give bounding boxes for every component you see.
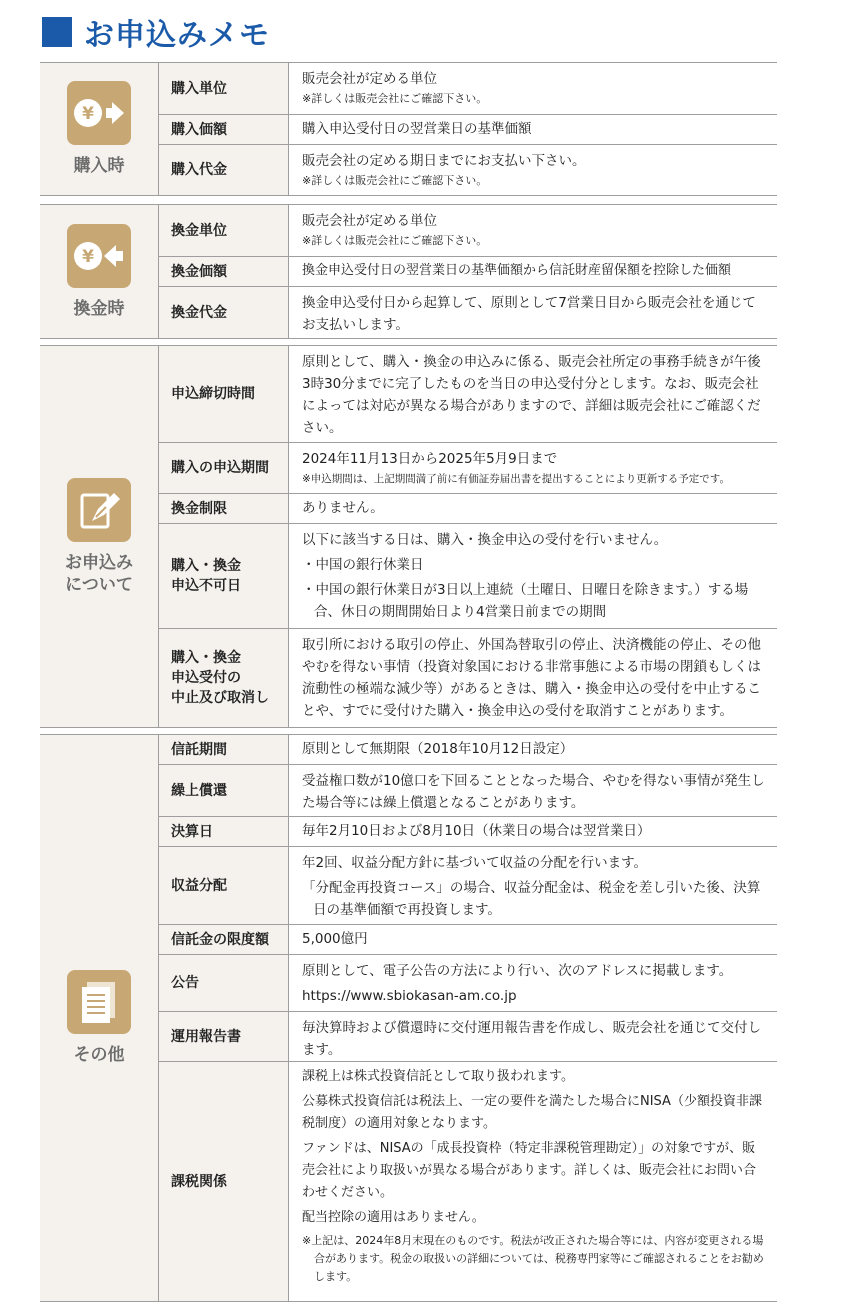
table-row xyxy=(159,955,777,1012)
section-purchase xyxy=(40,62,777,196)
row-label: 購入価額 xyxy=(159,115,289,144)
value-line: 配当控除の適用はありません。 xyxy=(302,1210,485,1225)
value-line: 原則として、電子公告の方法により行い、次のアドレスに掲載します。 xyxy=(302,963,733,979)
svg-text:¥: ¥ xyxy=(82,104,94,124)
table-row xyxy=(159,765,777,817)
row-label: 換金単位 xyxy=(159,205,289,256)
section-application xyxy=(40,345,777,728)
yen-arrow-right-icon xyxy=(67,81,131,145)
table-row xyxy=(159,145,777,195)
category-other xyxy=(40,735,159,1301)
row-label: 繰上償還 xyxy=(159,765,289,816)
value-line: 毎年2月10日および8月10日（休業日の場合は翌営業日） xyxy=(302,823,651,839)
category-label: 換金時 xyxy=(73,298,125,319)
category-label: お申込み について xyxy=(65,552,133,595)
table-row xyxy=(159,443,777,494)
yen-arrow-left-icon xyxy=(67,224,131,288)
category-purchase xyxy=(40,63,159,195)
document-icon xyxy=(67,970,131,1034)
row-label: 換金価額 xyxy=(159,257,289,286)
row-value xyxy=(290,524,777,628)
value-line: 取引所における取引の停止、外国為替取引の停止、決済機能の停止、その他やむを得ない事情（投資対象国における非常事態による市場の閉鎖もしくは流動性の極端な減少等）があるときは、購入・換金申込の受付を中止することや、すでに受付けた購入・換金申込の受付を取消すことがあります。 xyxy=(302,637,761,719)
table-row xyxy=(159,1012,777,1062)
value-line: ファンドは、NISAの「成長投資枠（特定非課税管理勘定）」の対象ですが、販売会社により取扱いが異なる場合があります。詳しくは、販売会社にお問い合わせください。 xyxy=(302,1141,756,1200)
value-line: 「分配金再投資コース」の場合、収益分配金は、税金を差し引いた後、決算日の基準価額で再投資します。 xyxy=(302,880,761,918)
value-line: 2024年11月13日から2025年5月9日まで xyxy=(302,451,558,467)
value-note: ※上記は、2024年8月末現在のものです。税法が改正された場合等には、内容が変更される場合があります。税金の取扱いの詳細については、税務専門家等にご確認されることをお勧めします。 xyxy=(302,1234,764,1283)
category-label: 購入時 xyxy=(73,156,125,176)
row-value xyxy=(290,287,777,338)
value-line: 販売会社が定める単位 xyxy=(302,213,437,229)
value-line: 換金申込受付日から起算して、原則として7営業日目から販売会社を通じてお支払いします。 xyxy=(302,295,756,333)
row-value xyxy=(290,115,777,144)
row-value xyxy=(290,847,777,924)
value-note: ※詳しくは販売会社にご確認下さい。 xyxy=(302,92,488,105)
row-label: 運用報告書 xyxy=(159,1012,289,1061)
table-row xyxy=(159,257,777,287)
svg-text:¥: ¥ xyxy=(82,246,94,267)
value-line: ・中国の銀行休業日 xyxy=(302,557,424,573)
row-value xyxy=(290,925,777,954)
category-redemption xyxy=(40,205,159,338)
row-value xyxy=(290,257,777,286)
value-line: 販売会社が定める単位 xyxy=(302,71,437,87)
table-row xyxy=(159,205,777,257)
value-line: 原則として、購入・換金の申込みに係る、販売会社所定の事務手続きが午後3時30分までに完了したものを当日の申込受付分とします。なお、販売会社によっては対応が異なる場合がありますので、詳細は販売会社にご確認ください。 xyxy=(302,354,761,436)
table-row xyxy=(159,346,777,443)
row-label: 課税関係 xyxy=(159,1062,289,1301)
value-line: 購入申込受付日の翌営業日の基準価額 xyxy=(302,121,532,137)
row-label: 購入の申込期間 xyxy=(159,443,289,493)
value-line: 受益権口数が10億口を下回ることとなった場合、やむを得ない事情が発生した場合等には繰上償還となることがあります。 xyxy=(302,773,765,811)
table-row xyxy=(159,847,777,925)
page-title xyxy=(42,14,270,53)
value-line: 原則として無期限（2018年10月12日設定） xyxy=(302,741,574,757)
row-label: 換金制限 xyxy=(159,494,289,523)
table-row xyxy=(159,63,777,115)
row-value xyxy=(290,443,777,493)
title-marker xyxy=(42,17,72,47)
row-value xyxy=(290,735,777,764)
category-application xyxy=(40,346,159,727)
table-row xyxy=(159,494,777,524)
row-label: 購入単位 xyxy=(159,63,289,114)
row-label: 信託金の限度額 xyxy=(159,925,289,954)
value-line: 以下に該当する日は、購入・換金申込の受付を行いません。 xyxy=(302,532,668,548)
value-line: 年2回、収益分配方針に基づいて収益の分配を行います。 xyxy=(302,855,648,871)
value-line: ・中国の銀行休業日が3日以上連続（土曜日、日曜日を除きます。）する場合、休日の期間開始日より4営業日前までの期間 xyxy=(302,582,749,620)
row-value xyxy=(290,494,777,523)
value-note: ※詳しくは販売会社にご確認下さい。 xyxy=(302,234,488,247)
row-label: 信託期間 xyxy=(159,735,289,764)
table-row xyxy=(159,925,777,955)
row-value xyxy=(290,346,777,442)
section-other xyxy=(40,734,777,1302)
row-value xyxy=(290,145,777,195)
row-value xyxy=(290,765,777,816)
row-value xyxy=(290,629,777,727)
row-value xyxy=(290,1012,777,1061)
row-label: 申込締切時間 xyxy=(159,346,289,442)
table-row xyxy=(159,524,777,629)
value-line: 課税上は株式投資信託として取り扱われます。 xyxy=(302,1069,574,1084)
page-title-text: お申込みメモ xyxy=(84,18,270,53)
table-row xyxy=(159,817,777,847)
row-label: 公告 xyxy=(159,955,289,1011)
row-value xyxy=(290,817,777,846)
url-text: https://www.sbiokasan-am.co.jp xyxy=(302,988,517,1004)
value-note: ※申込期間は、上記期間満了前に有価証券届出書を提出することにより更新する予定です。 xyxy=(302,473,730,485)
table-row xyxy=(159,735,777,765)
table-row xyxy=(159,629,777,727)
table-row xyxy=(159,287,777,338)
row-value xyxy=(290,1062,777,1301)
value-line: ありません。 xyxy=(302,500,384,516)
value-note: ※詳しくは販売会社にご確認下さい。 xyxy=(302,174,488,187)
value-line: 5,000億円 xyxy=(302,931,368,947)
value-line: 公募株式投資信託は税法上、一定の要件を満たした場合にNISA（少額投資非課税制度）の適用対象となります。 xyxy=(302,1094,762,1131)
value-line: 換金申込受付日の翌営業日の基準価額から信託財産留保額を控除した価額 xyxy=(302,263,732,278)
row-label: 購入・換金 申込受付の 中止及び取消し xyxy=(159,629,289,727)
category-label: その他 xyxy=(73,1045,125,1065)
row-label: 購入代金 xyxy=(159,145,289,195)
value-line: 毎決算時および償還時に交付運用報告書を作成し、販売会社を通じて交付します。 xyxy=(302,1020,761,1058)
row-value xyxy=(290,205,777,256)
row-label: 決算日 xyxy=(159,817,289,846)
row-label: 収益分配 xyxy=(159,847,289,924)
row-value xyxy=(290,63,777,114)
value-line: 販売会社の定める期日までにお支払い下さい。 xyxy=(302,153,586,169)
table-row xyxy=(159,115,777,145)
pen-icon xyxy=(67,478,131,542)
section-redemption xyxy=(40,204,777,339)
row-label: 換金代金 xyxy=(159,287,289,338)
row-value xyxy=(290,955,777,1011)
table-row xyxy=(159,1062,777,1301)
row-label: 購入・換金 申込不可日 xyxy=(159,524,289,628)
